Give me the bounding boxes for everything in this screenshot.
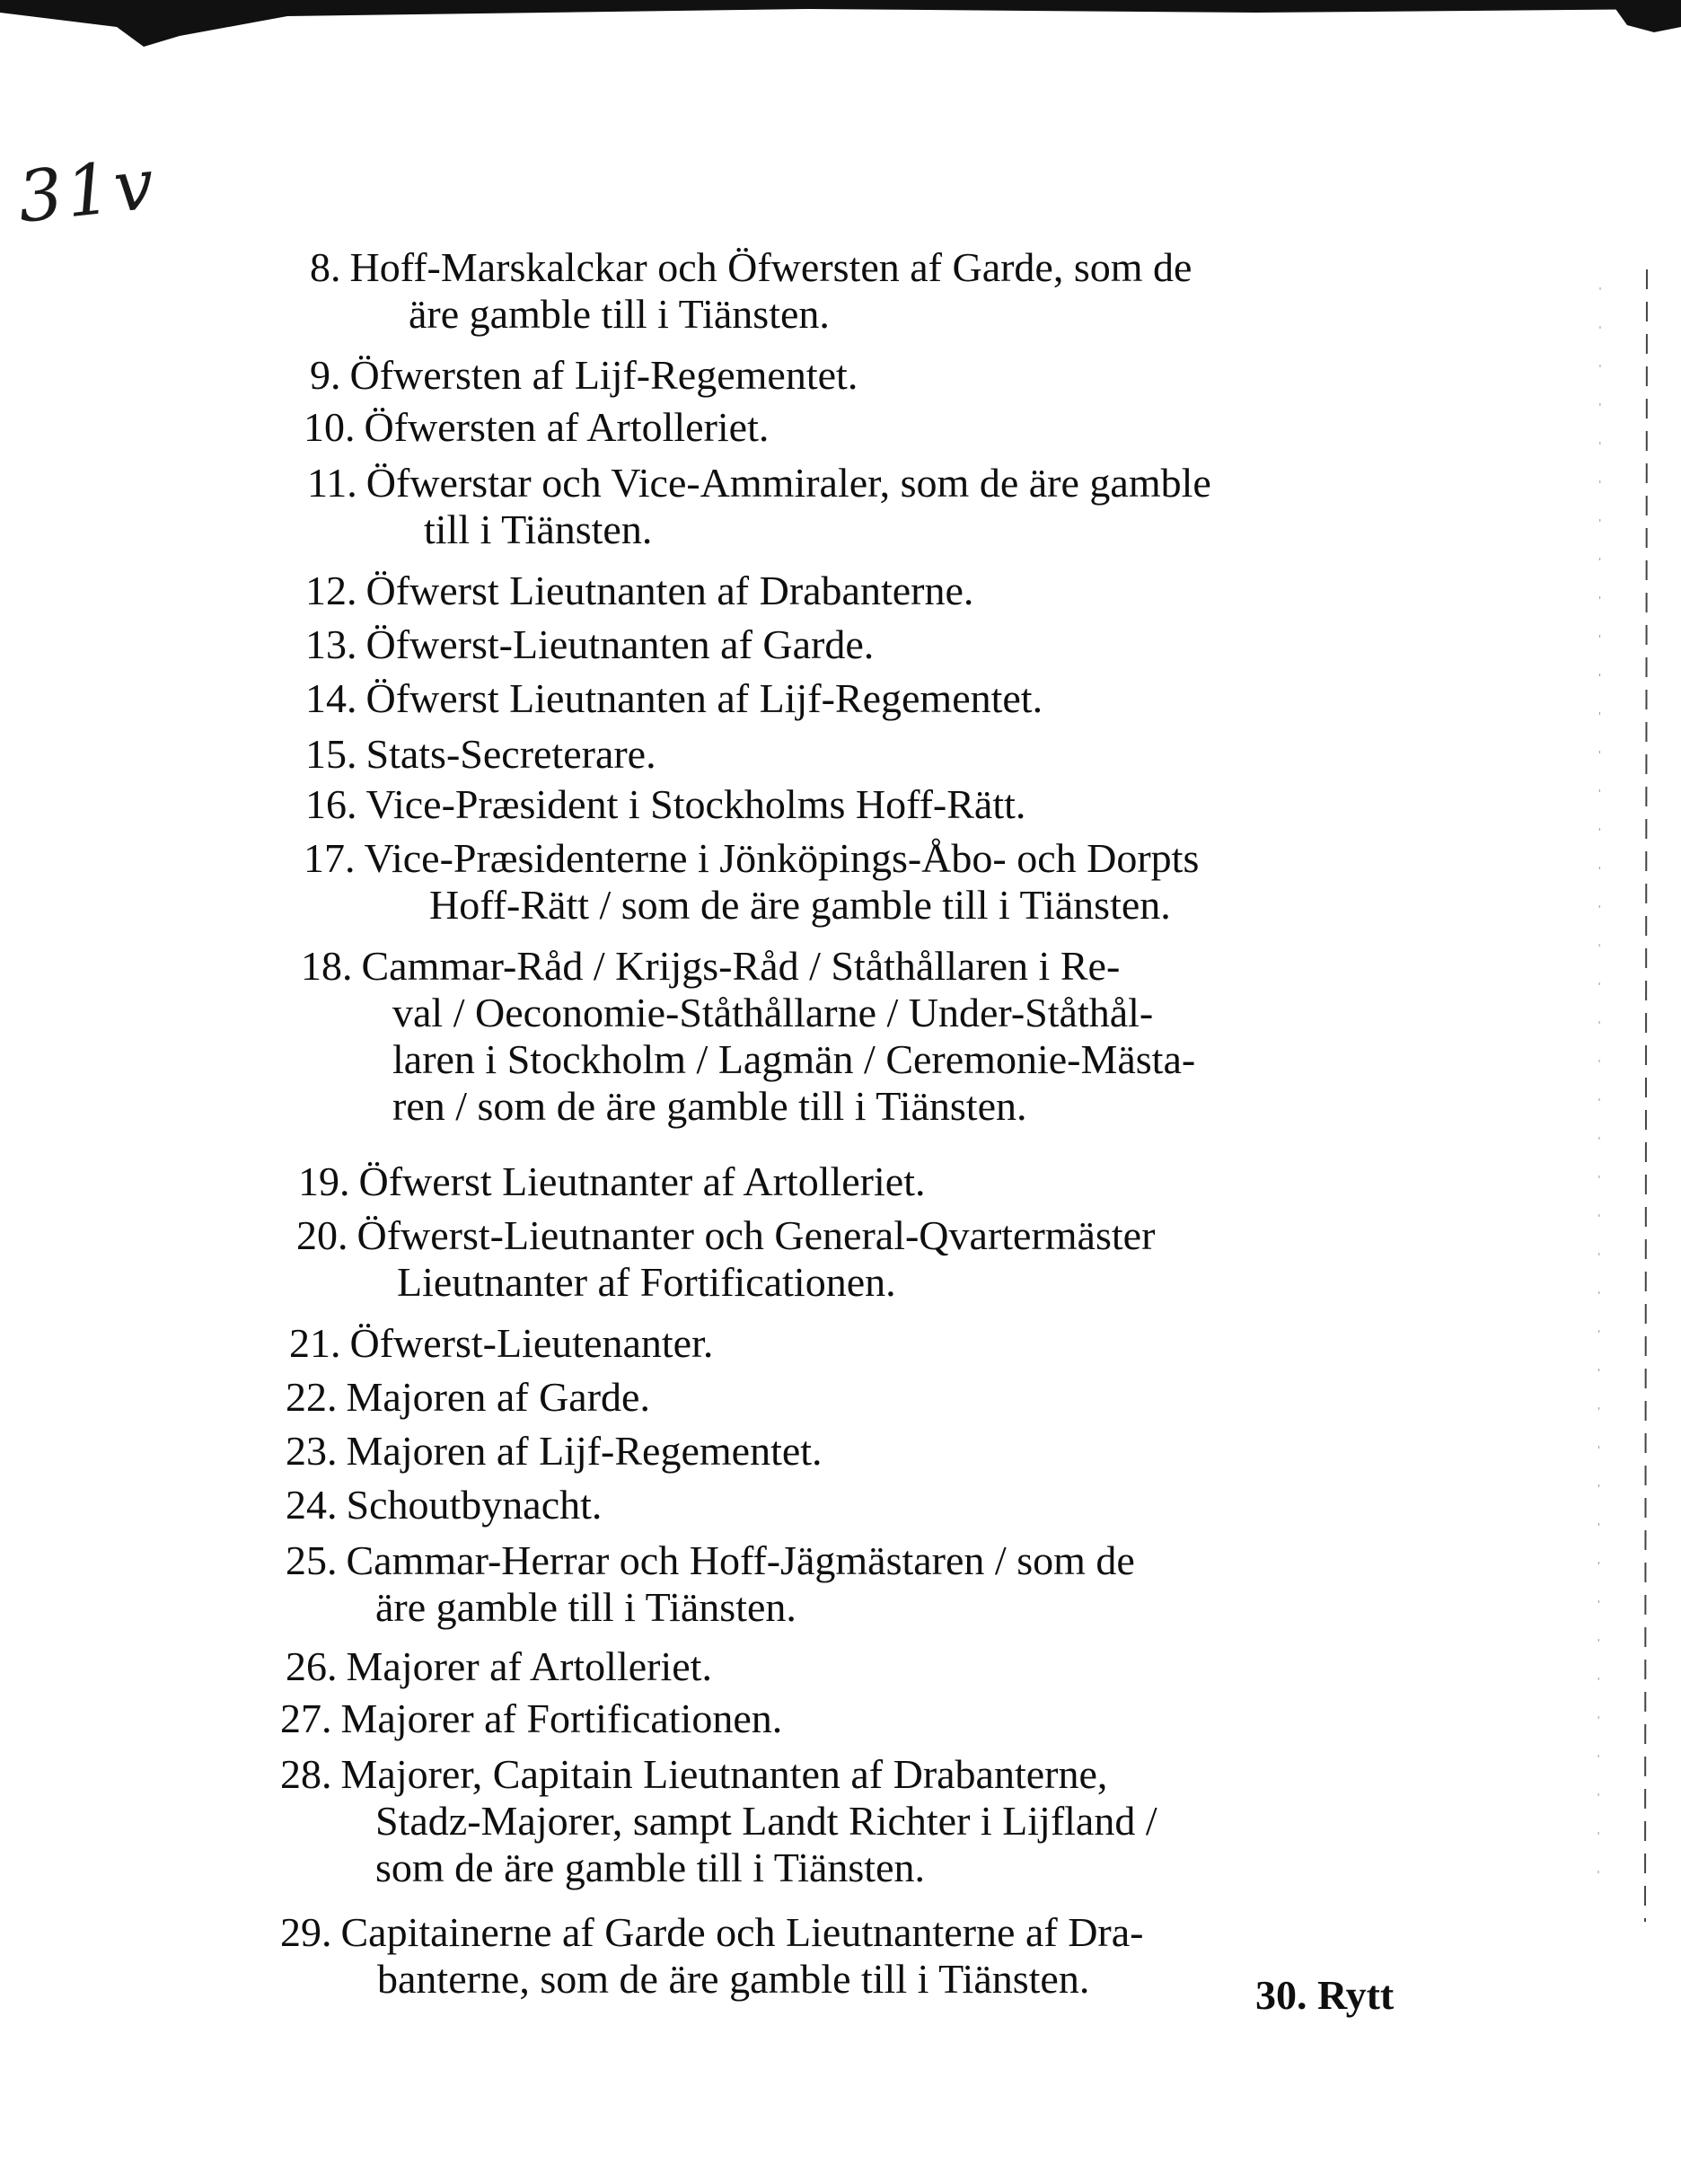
- list-item: [304, 835, 1199, 929]
- entry-number: 17.: [304, 835, 356, 881]
- entry-number: 19.: [298, 1158, 350, 1204]
- list-item: [286, 1482, 602, 1528]
- entry-text: Öfwerst-Lieutnanter och General-Qvartermäster: [356, 1212, 1156, 1258]
- list-item: [296, 1212, 1155, 1306]
- entry-text: Stadz-Majorer, sampt Landt Richter i Lijfland /: [375, 1798, 1157, 1844]
- entry-text: Cammar-Herrar och Hoff-Jägmästaren / som de: [346, 1537, 1135, 1583]
- entry-text: äre gamble till i Tiänsten.: [409, 291, 830, 337]
- entry-number: 24.: [286, 1482, 338, 1528]
- entry-number: 21.: [289, 1320, 341, 1366]
- entry-number: 20.: [296, 1212, 348, 1258]
- entry-number: 15.: [305, 731, 357, 777]
- entry-text: Öfwerst Lieutnanter af Artolleriet.: [358, 1158, 926, 1204]
- entry-number: 22.: [286, 1374, 338, 1420]
- entry-text: Öfwersten af Artolleriet.: [364, 404, 770, 450]
- entry-text: Öfwerst Lieutnanten af Lijf-Regementet.: [365, 675, 1043, 721]
- list-item: [305, 568, 973, 614]
- entry-text: Hoff-Marskalckar och Öfwersten af Garde, som de: [349, 244, 1193, 290]
- entry-number: 26.: [286, 1643, 338, 1689]
- entry-number: 12.: [305, 568, 357, 613]
- entry-number: 27.: [280, 1695, 332, 1741]
- list-item: [305, 675, 1043, 722]
- entry-text: Öfwerst-Lieutenanter.: [349, 1320, 714, 1366]
- entry-text: till i Tiänsten.: [424, 506, 653, 552]
- entry-text: Majoren af Garde.: [346, 1374, 650, 1420]
- entry-number: 13.: [305, 621, 357, 667]
- list-item: [280, 1909, 1143, 2003]
- entry-number: 23.: [286, 1428, 338, 1474]
- entry-number: 28.: [280, 1751, 332, 1797]
- entry-text: ren / som de äre gamble till i Tiänsten.: [392, 1083, 1027, 1129]
- list-item: [280, 1695, 782, 1742]
- entry-text: banterne, som de äre gamble till i Tiänsten.: [377, 1956, 1090, 2002]
- list-item: [305, 621, 874, 668]
- list-item: [289, 1320, 713, 1367]
- entry-text: Majoren af Lijf-Regementet.: [346, 1428, 823, 1474]
- list-item: [310, 244, 1192, 338]
- list-item: [280, 1751, 1157, 1891]
- list-item: [305, 781, 1025, 828]
- entry-text: Majorer af Fortificationen.: [340, 1695, 783, 1741]
- entry-text: Stats-Secreterare.: [365, 731, 656, 777]
- list-item: [301, 943, 1195, 1130]
- entry-number: 29.: [280, 1909, 332, 1955]
- list-item: [307, 460, 1211, 553]
- entry-text: Majorer af Artolleriet.: [346, 1643, 712, 1689]
- entry-number: 18.: [301, 943, 353, 989]
- folio-number: 31v: [13, 144, 162, 239]
- entry-text: Hoff-Rätt / som de äre gamble till i Tiänsten.: [429, 882, 1171, 928]
- entry-text: Schoutbynacht.: [346, 1482, 603, 1528]
- entry-text: val / Oeconomie-Ståthållarne / Under-Ståthål-: [392, 990, 1154, 1035]
- list-item: [286, 1537, 1135, 1631]
- entry-text: som de äre gamble till i Tiänsten.: [375, 1845, 925, 1890]
- entry-text: äre gamble till i Tiänsten.: [375, 1584, 796, 1630]
- entry-text: Öfwerstar och Vice-Ammiraler, som de äre gamble: [365, 460, 1211, 506]
- list-item: [286, 1428, 823, 1475]
- entry-number: 25.: [286, 1537, 338, 1583]
- entry-text: Öfwersten af Lijf-Regementet.: [349, 352, 858, 398]
- entry-number: 9.: [310, 352, 341, 398]
- entry-text: Vice-Præsident i Stockholms Hoff-Rätt.: [365, 781, 1026, 827]
- entry-number: 16.: [305, 781, 357, 827]
- list-item: [298, 1158, 925, 1205]
- entry-number: 14.: [305, 675, 357, 721]
- entry-text: Cammar-Råd / Krijgs-Råd / Ståthållaren i Re-: [361, 943, 1121, 989]
- entry-text: Öfwerst Lieutnanten af Drabanterne.: [365, 568, 974, 613]
- entry-number: 11.: [307, 460, 357, 506]
- entry-text: Lieutnanter af Fortificationen.: [397, 1259, 896, 1305]
- list-item: [286, 1643, 712, 1690]
- entry-text: Vice-Præsidenterne i Jönköpings-Åbo- och Dorpts: [364, 835, 1200, 881]
- list-item: [304, 404, 769, 451]
- list-item: [286, 1374, 650, 1421]
- entry-text: Capitainerne af Garde och Lieutnanterne af Dra-: [340, 1909, 1144, 1955]
- entry-text: Öfwerst-Lieutnanten af Garde.: [365, 621, 875, 667]
- entry-number: 10.: [304, 404, 356, 450]
- entry-text: laren i Stockholm / Lagmän / Ceremonie-Mästa-: [392, 1036, 1196, 1082]
- entry-number: 8.: [310, 244, 341, 290]
- catchword: 30. Rytt: [1255, 1972, 1395, 2018]
- list-item: [305, 731, 656, 778]
- list-item: [310, 352, 858, 399]
- entry-text: Majorer, Capitain Lieutnanten af Drabanterne,: [340, 1751, 1108, 1797]
